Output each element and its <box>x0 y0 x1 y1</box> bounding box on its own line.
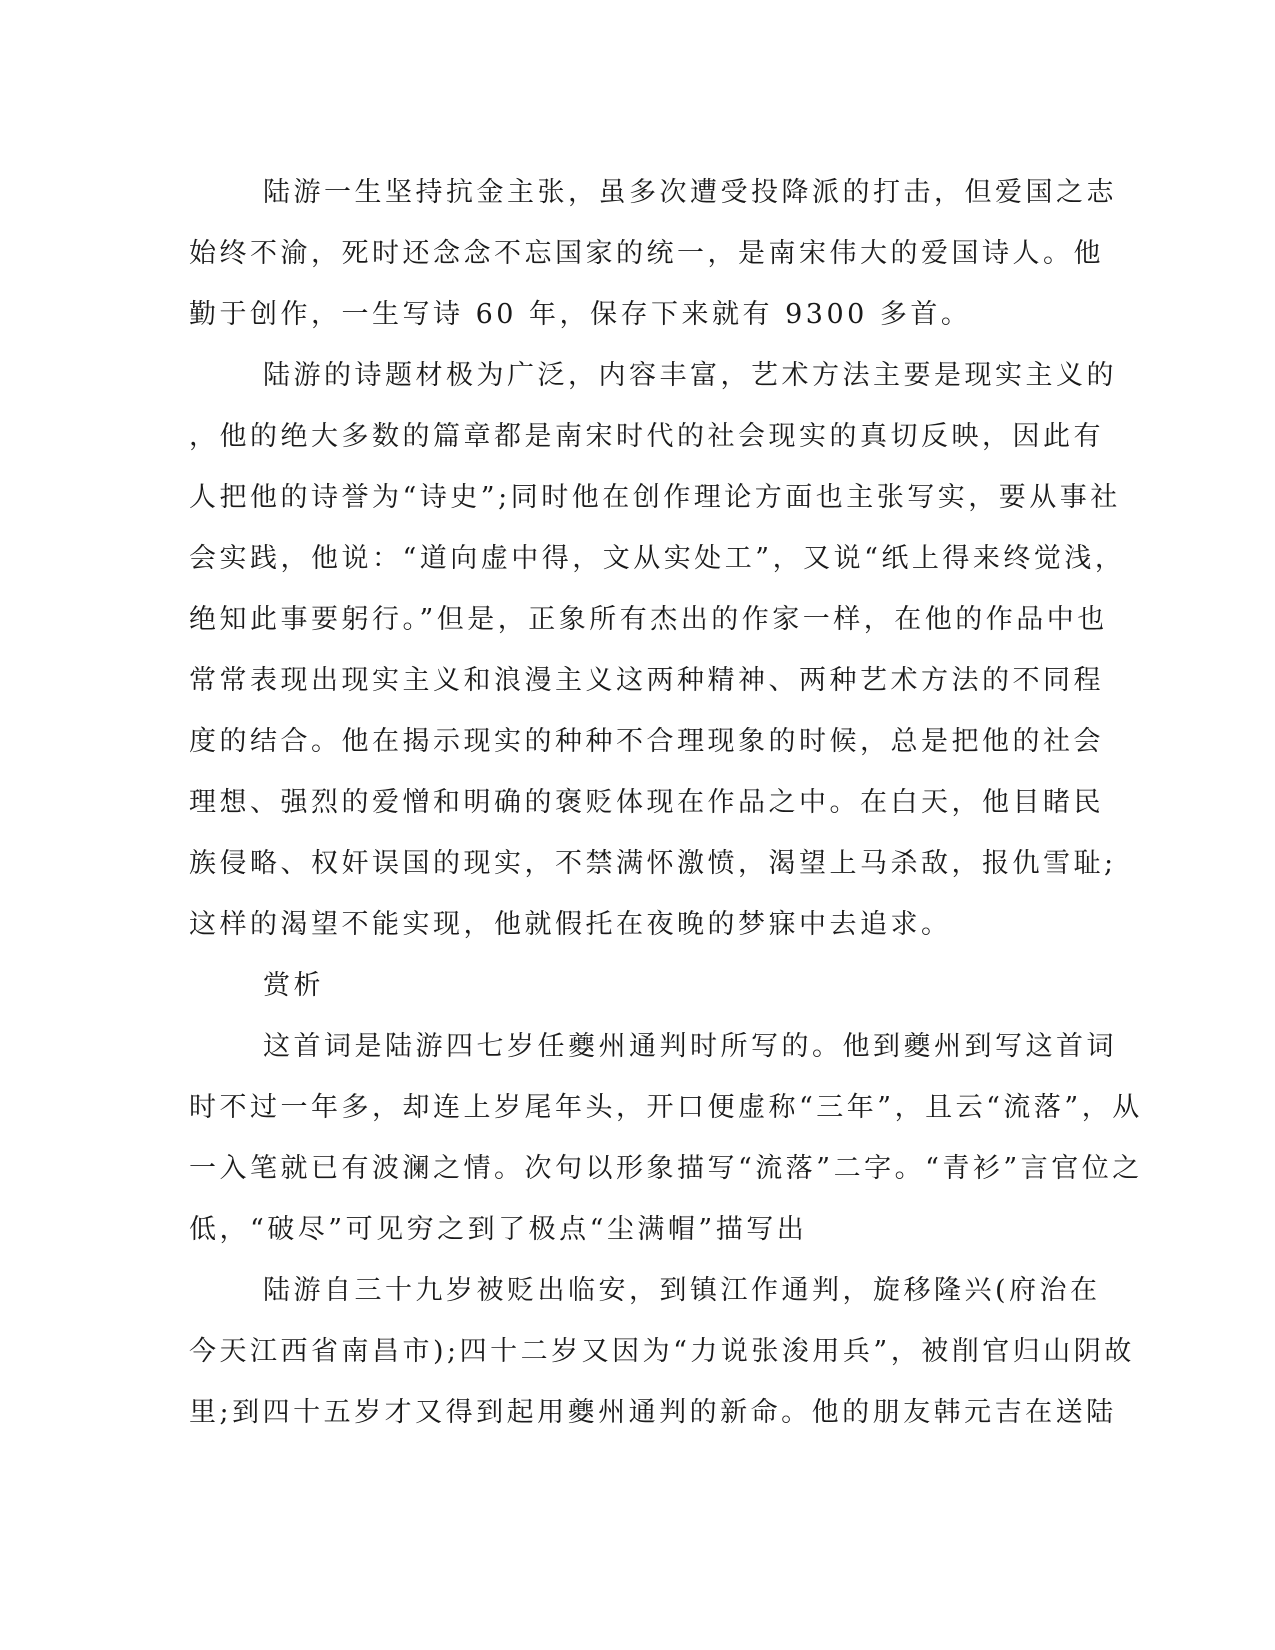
text-line: 陆游的诗题材极为广泛，内容丰富，艺术方法主要是现实主义的 <box>263 360 1117 391</box>
text-line: 族侵略、权奸误国的现实，不禁满怀激愤，渴望上马杀敌，报仇雪耻; <box>189 848 1117 879</box>
paragraph-3 <box>189 1016 1143 1260</box>
paragraph-4 <box>189 1260 1135 1443</box>
text-line: 今天江西省南昌市);四十二岁又因为“力说张浚用兵”，被削官归山阴故 <box>189 1336 1135 1367</box>
section-heading <box>189 955 1089 1016</box>
text-line: 时不过一年多，却连上岁尾年头，开口便虚称“三年”，且云“流落”，从 <box>189 1092 1143 1123</box>
heading-text: 赏析 <box>263 970 324 1001</box>
text-line: 绝知此事要躬行。”但是，正象所有杰出的作家一样，在他的作品中也 <box>189 604 1108 635</box>
text-line: 低，“破尽”可见穷之到了极点“尘满帽”描写出 <box>189 1214 808 1245</box>
text-line: 勤于创作，一生写诗 60 年，保存下来就有 9300 多首。 <box>189 299 972 330</box>
text-line: 这首词是陆游四七岁任夔州通判时所写的。他到夔州到写这首词 <box>263 1031 1117 1062</box>
text-line: 始终不渝，死时还念念不忘国家的统一，是南宋伟大的爱国诗人。他 <box>189 238 1104 269</box>
text-line: 一入笔就已有波澜之情。次句以形象描写“流落”二字。“青衫”言官位之 <box>189 1153 1143 1184</box>
text-line: 这样的渴望不能实现，他就假托在夜晚的梦寐中去追求。 <box>189 909 952 940</box>
text-line: 里;到四十五岁才又得到起用夔州通判的新命。他的朋友韩元吉在送陆 <box>189 1397 1117 1428</box>
paragraph-1 <box>189 162 1117 345</box>
text-line: 陆游自三十九岁被贬出临安，到镇江作通判，旋移隆兴(府治在 <box>263 1275 1101 1306</box>
document-body <box>189 162 1143 1443</box>
paragraph-2 <box>189 345 1126 955</box>
text-line: 常常表现出现实主义和浪漫主义这两种精神、两种艺术方法的不同程 <box>189 665 1104 696</box>
text-line: 陆游一生坚持抗金主张，虽多次遭受投降派的打击，但爱国之志 <box>263 177 1117 208</box>
text-line: 度的结合。他在揭示现实的种种不合理现象的时候，总是把他的社会 <box>189 726 1104 757</box>
text-line: 会实践，他说：“道向虚中得，文从实处工”，又说“纸上得来终觉浅， <box>189 543 1126 574</box>
text-line: 人把他的诗誉为“诗史”;同时他在创作理论方面也主张写实，要从事社 <box>189 482 1121 513</box>
text-line: ，他的绝大多数的篇章都是南宋时代的社会现实的真切反映，因此有 <box>189 421 1104 452</box>
text-line: 理想、强烈的爱憎和明确的褒贬体现在作品之中。在白天，他目睹民 <box>189 787 1104 818</box>
